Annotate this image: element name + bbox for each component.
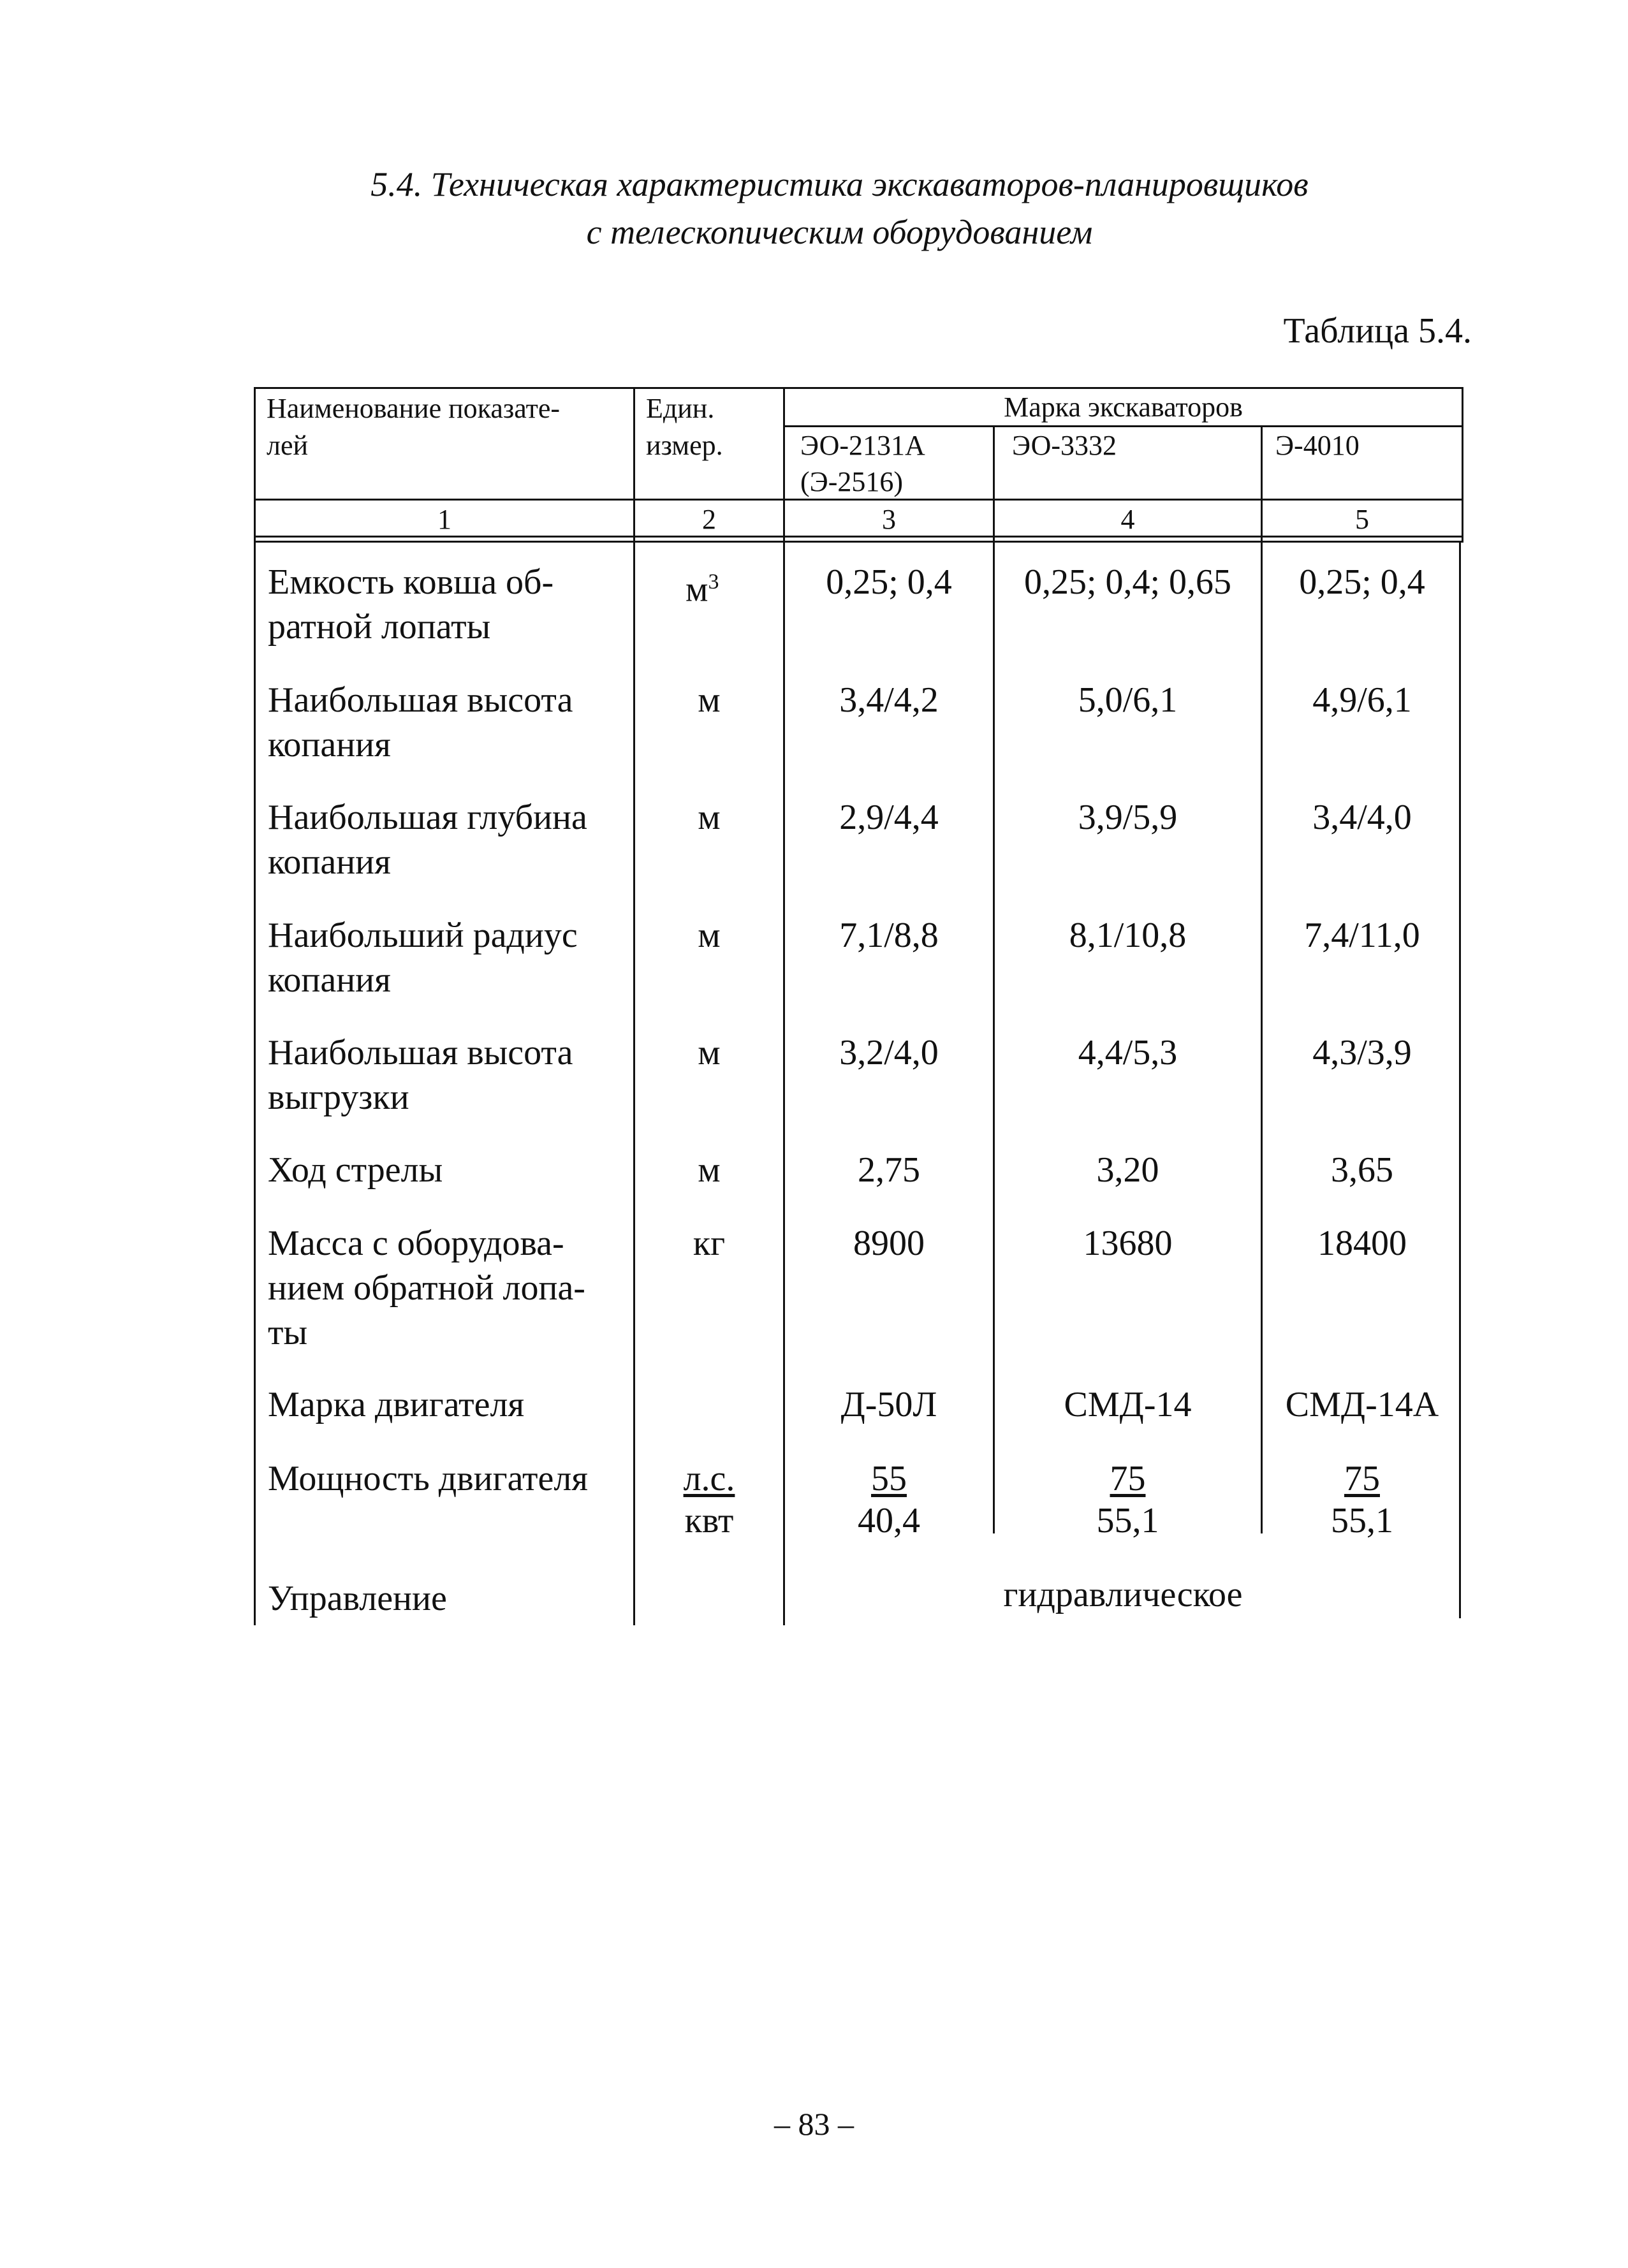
col-name-header-line2: лей <box>267 430 309 461</box>
model1-header-line1: ЭО-2131А <box>800 430 925 461</box>
page-number: – 83 – <box>774 2106 854 2142</box>
right-border-header <box>1462 387 1463 543</box>
col-group-header: Марка экскаваторов <box>1004 391 1243 423</box>
numbers-bottom-border-2 <box>254 541 1463 543</box>
left-border-body <box>254 543 256 1625</box>
row-value: 3,65 <box>1331 1150 1393 1190</box>
row-value: 3,4/4,0 <box>1312 798 1412 837</box>
row-name-line: Управление <box>268 1579 447 1618</box>
row-value-line2: 55,1 <box>1331 1501 1393 1540</box>
row-value <box>995 1456 1261 1501</box>
name-unit-divider <box>633 387 635 1625</box>
row-value: 3,4/4,2 <box>839 680 939 720</box>
row-value-line2: 40,4 <box>858 1501 920 1540</box>
row-value: 2,75 <box>858 1150 920 1190</box>
value-hp: 55 <box>871 1459 907 1498</box>
row-unit-line2: квт <box>684 1501 734 1540</box>
col-number: 2 <box>702 504 716 535</box>
row-name-line: Емкость ковша об- <box>268 562 554 602</box>
row-value: 8,1/10,8 <box>1069 916 1187 955</box>
row-value: 7,1/8,8 <box>839 916 939 955</box>
row-value: 4,3/3,9 <box>1312 1033 1412 1072</box>
row-value: 2,9/4,4 <box>839 798 939 837</box>
row-unit: м <box>698 798 721 837</box>
unit-hp: л.с. <box>683 1459 735 1498</box>
row-name-line: Ход стрелы <box>268 1150 443 1190</box>
heading-line-2: с телескопическим оборудованием <box>586 213 1093 251</box>
row-unit: м <box>698 1033 721 1072</box>
unit-superscript: 3 <box>708 570 719 594</box>
model2-header: ЭО-3332 <box>1012 430 1117 461</box>
col-number: 5 <box>1355 504 1369 535</box>
col-number: 3 <box>882 504 896 535</box>
row-value <box>1263 1456 1462 1501</box>
row-value: 0,25; 0,4 <box>1299 562 1425 602</box>
row-unit: м <box>698 680 721 720</box>
row-name-line: Мощность двигателя <box>268 1459 589 1498</box>
row-value: 4,9/6,1 <box>1312 680 1412 720</box>
model3-header: Э-4010 <box>1275 430 1360 461</box>
table-label: Таблица 5.4. <box>1283 311 1472 351</box>
value-hp: 75 <box>1110 1459 1146 1498</box>
row-name-line: ратной лопаты <box>268 607 491 647</box>
row-unit: м <box>698 1150 721 1190</box>
row-unit: кг <box>693 1224 726 1263</box>
row-value: СМД-14А <box>1285 1385 1439 1424</box>
row-name-line: Масса с оборудова- <box>268 1224 564 1263</box>
row-value <box>785 1456 993 1501</box>
row-value: 8900 <box>853 1224 925 1263</box>
row-name-line: Наибольшая глубина <box>268 798 587 837</box>
row-name-line: копания <box>268 725 391 765</box>
col-unit-header-line2: измер. <box>646 430 723 461</box>
row-value: 18400 <box>1317 1224 1407 1263</box>
row-value: 0,25; 0,4 <box>826 562 952 602</box>
value-hp: 75 <box>1344 1459 1380 1498</box>
row-value: Д-50Л <box>840 1385 937 1424</box>
unit-text: м <box>686 569 708 610</box>
row-name-line: копания <box>268 842 391 882</box>
row-name-line: нием обратной лопа- <box>268 1268 585 1308</box>
row-value: 3,9/5,9 <box>1078 798 1178 837</box>
row-unit: м <box>698 916 721 955</box>
col-number: 1 <box>437 504 451 535</box>
row-name-line: Наибольший радиус <box>268 916 578 955</box>
row-name-line: Марка двигателя <box>268 1385 525 1424</box>
row-name-line: ты <box>268 1313 308 1352</box>
row-name-line: копания <box>268 960 391 1000</box>
row-value: 3,20 <box>1096 1150 1159 1190</box>
col-name-header-line1: Наименование показате- <box>267 393 561 424</box>
row-value: 13680 <box>1083 1224 1173 1263</box>
row-unit <box>686 560 719 612</box>
heading-line-1: 5.4. Техническая характеристика экскаваторов-планировщиков <box>370 165 1309 203</box>
row-merged-value: гидравлическое <box>1003 1575 1243 1614</box>
col-number: 4 <box>1120 504 1135 535</box>
row-value-line2: 55,1 <box>1096 1501 1159 1540</box>
row-value: 3,2/4,0 <box>839 1033 939 1072</box>
row-value: 4,4/5,3 <box>1078 1033 1178 1072</box>
row-name-line: Наибольшая высота <box>268 680 573 720</box>
model1-header-line2: (Э-2516) <box>800 466 904 497</box>
row-name-line: Наибольшая высота <box>268 1033 573 1072</box>
row-unit <box>635 1456 783 1501</box>
row-value: 0,25; 0,4; 0,65 <box>1023 562 1232 602</box>
row-value: 5,0/6,1 <box>1078 680 1178 720</box>
row-name-line: выгрузки <box>268 1078 409 1117</box>
row-value: 7,4/11,0 <box>1304 916 1420 955</box>
row-value: СМД-14 <box>1064 1385 1192 1424</box>
col-unit-header-line1: Един. <box>646 393 715 424</box>
